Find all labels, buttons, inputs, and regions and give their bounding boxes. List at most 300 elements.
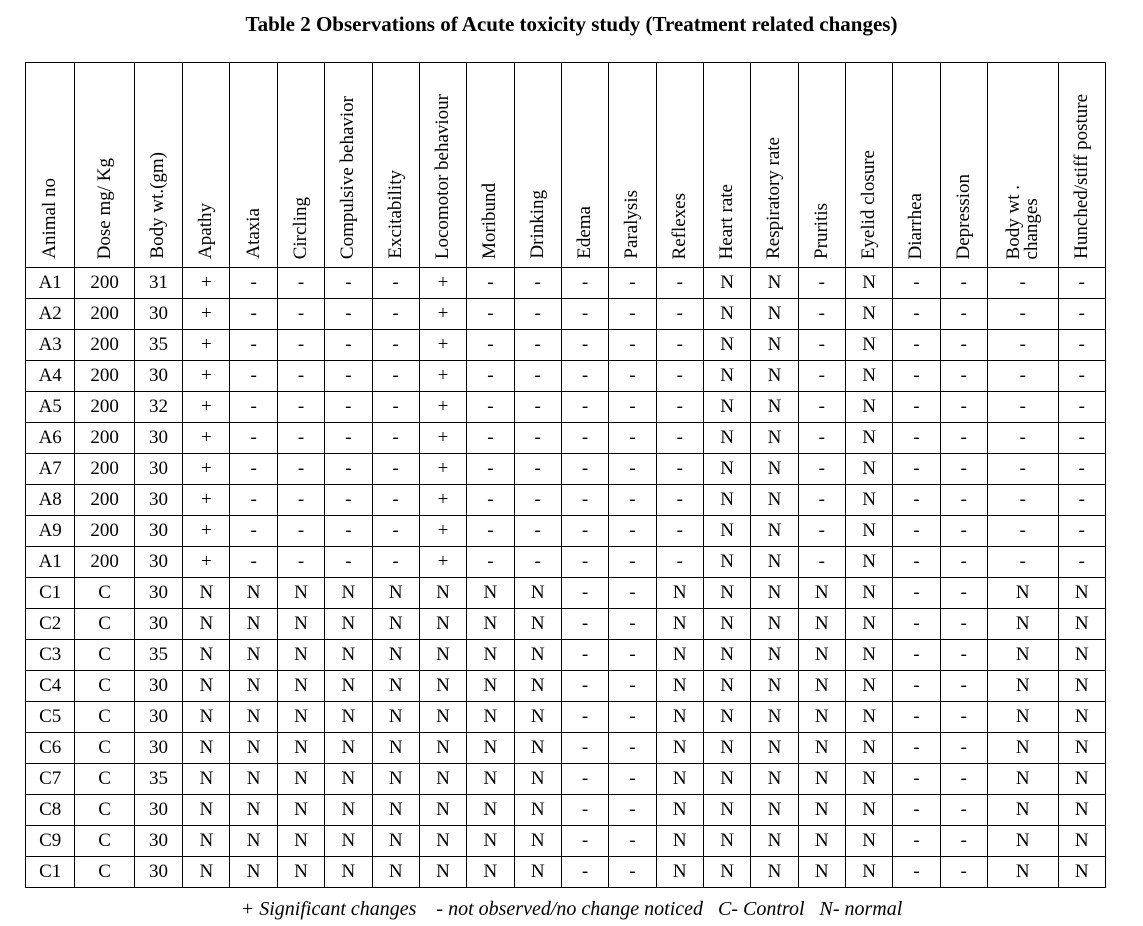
animal-id-cell: A6 — [26, 423, 75, 454]
table-cell: 32 — [134, 392, 182, 423]
table-cell: N — [277, 733, 324, 764]
table-cell: N — [372, 671, 419, 702]
table-cell: 31 — [134, 268, 182, 299]
column-header-label: Apathy — [195, 203, 217, 259]
table-cell: N — [183, 795, 230, 826]
table-cell: N — [277, 795, 324, 826]
table-cell: - — [561, 702, 608, 733]
table-cell: - — [893, 330, 940, 361]
table-cell: - — [940, 702, 987, 733]
table-cell: N — [467, 578, 514, 609]
table-cell: N — [845, 609, 892, 640]
table-cell: - — [561, 733, 608, 764]
column-header-label: Pruritis — [810, 203, 832, 259]
table-cell: - — [798, 330, 845, 361]
table-cell: + — [183, 423, 230, 454]
column-header-label: Body wt.(gm) — [147, 152, 169, 259]
table-cell: N — [751, 361, 798, 392]
table-cell: N — [798, 702, 845, 733]
table-cell: N — [277, 702, 324, 733]
table-cell: - — [893, 764, 940, 795]
table-cell: - — [514, 516, 561, 547]
table-row — [26, 795, 1106, 826]
table-cell: - — [609, 361, 656, 392]
table-cell: - — [893, 702, 940, 733]
table-row — [26, 423, 1106, 454]
table-cell: - — [230, 268, 277, 299]
table-cell: - — [467, 299, 514, 330]
table-cell: N — [845, 454, 892, 485]
table-cell: - — [1058, 361, 1106, 392]
table-cell: - — [893, 361, 940, 392]
table-cell: + — [419, 330, 466, 361]
table-cell: - — [940, 423, 987, 454]
animal-id-cell: A3 — [26, 330, 75, 361]
table-cell: - — [940, 299, 987, 330]
table-cell: N — [514, 671, 561, 702]
table-cell: - — [230, 516, 277, 547]
table-cell: - — [325, 547, 372, 578]
table-cell: - — [230, 392, 277, 423]
table-cell: - — [561, 516, 608, 547]
table-cell: - — [514, 547, 561, 578]
table-cell: N — [1058, 609, 1106, 640]
table-cell: - — [609, 330, 656, 361]
table-cell: N — [183, 826, 230, 857]
table-cell: N — [703, 733, 750, 764]
table-cell: - — [1058, 392, 1106, 423]
table-cell: 30 — [134, 516, 182, 547]
table-cell: N — [987, 671, 1058, 702]
table-cell: - — [561, 330, 608, 361]
table-cell: N — [845, 733, 892, 764]
table-cell: 200 — [75, 516, 134, 547]
table-cell: - — [798, 454, 845, 485]
table-cell: N — [230, 826, 277, 857]
table-cell: - — [656, 485, 703, 516]
table-cell: + — [419, 268, 466, 299]
table-cell: - — [893, 392, 940, 423]
table-cell: - — [230, 361, 277, 392]
animal-id-cell: A8 — [26, 485, 75, 516]
table-cell: - — [230, 485, 277, 516]
table-cell: - — [561, 485, 608, 516]
column-header — [230, 63, 277, 268]
column-header-label: Compulsive behavior — [337, 95, 359, 259]
table-cell: 200 — [75, 268, 134, 299]
table-cell: - — [609, 485, 656, 516]
table-cell: N — [845, 299, 892, 330]
table-cell: - — [609, 578, 656, 609]
table-cell: N — [325, 733, 372, 764]
table-cell: - — [561, 578, 608, 609]
table-cell: N — [703, 795, 750, 826]
table-cell: N — [845, 268, 892, 299]
table-cell: N — [845, 330, 892, 361]
table-cell: - — [467, 485, 514, 516]
column-header — [419, 63, 466, 268]
table-cell: - — [940, 485, 987, 516]
table-cell: - — [798, 268, 845, 299]
table-cell: N — [467, 857, 514, 888]
table-cell: N — [703, 423, 750, 454]
table-cell: N — [325, 826, 372, 857]
table-cell: + — [419, 423, 466, 454]
table-cell: - — [940, 516, 987, 547]
table-cell: - — [467, 423, 514, 454]
table-cell: - — [561, 826, 608, 857]
table-cell: N — [656, 826, 703, 857]
table-cell: N — [514, 764, 561, 795]
table-cell: - — [656, 547, 703, 578]
table-cell: - — [798, 361, 845, 392]
table-cell: - — [561, 423, 608, 454]
table-cell: + — [183, 361, 230, 392]
table-cell: N — [372, 640, 419, 671]
table-cell: N — [987, 795, 1058, 826]
table-cell: N — [751, 857, 798, 888]
table-cell: N — [798, 795, 845, 826]
table-cell: N — [987, 826, 1058, 857]
table-cell: N — [325, 795, 372, 826]
table-cell: + — [419, 299, 466, 330]
column-header-label: Ataxia — [242, 208, 264, 259]
table-cell: N — [798, 764, 845, 795]
table-cell: N — [703, 299, 750, 330]
table-cell: C — [75, 609, 134, 640]
table-cell: N — [419, 640, 466, 671]
table-cell: - — [893, 423, 940, 454]
table-cell: N — [703, 330, 750, 361]
table-cell: N — [987, 640, 1058, 671]
table-cell: N — [845, 640, 892, 671]
table-cell: - — [893, 826, 940, 857]
table-cell: C — [75, 857, 134, 888]
table-cell: C — [75, 826, 134, 857]
table-cell: - — [609, 733, 656, 764]
table-cell: - — [609, 857, 656, 888]
table-cell: N — [845, 423, 892, 454]
table-row — [26, 454, 1106, 485]
table-cell: N — [987, 857, 1058, 888]
column-header — [845, 63, 892, 268]
table-cell: N — [277, 640, 324, 671]
table-cell: - — [940, 547, 987, 578]
table-cell: N — [325, 609, 372, 640]
table-cell: N — [845, 392, 892, 423]
table-cell: - — [656, 299, 703, 330]
table-cell: N — [703, 640, 750, 671]
table-cell: N — [751, 640, 798, 671]
animal-id-cell: C5 — [26, 702, 75, 733]
table-cell: - — [893, 671, 940, 702]
table-cell: N — [798, 826, 845, 857]
table-cell: - — [656, 516, 703, 547]
table-cell: - — [514, 392, 561, 423]
table-cell: N — [751, 609, 798, 640]
table-cell: - — [325, 361, 372, 392]
table-cell: - — [372, 361, 419, 392]
table-cell: C — [75, 764, 134, 795]
table-cell: C — [75, 671, 134, 702]
table-cell: N — [751, 671, 798, 702]
table-cell: - — [609, 702, 656, 733]
table-cell: N — [703, 268, 750, 299]
table-cell: C — [75, 795, 134, 826]
table-cell: - — [893, 578, 940, 609]
table-cell: - — [987, 485, 1058, 516]
table-cell: N — [514, 733, 561, 764]
table-cell: + — [419, 516, 466, 547]
table-cell: - — [987, 392, 1058, 423]
table-cell: N — [277, 609, 324, 640]
table-cell: - — [798, 392, 845, 423]
table-cell: - — [467, 361, 514, 392]
table-cell: - — [325, 423, 372, 454]
table-cell: - — [609, 454, 656, 485]
table-cell: N — [703, 392, 750, 423]
table-cell: N — [467, 826, 514, 857]
table-cell: N — [183, 857, 230, 888]
table-row — [26, 764, 1106, 795]
table-cell: N — [656, 764, 703, 795]
table-cell: N — [325, 857, 372, 888]
table-cell: - — [230, 299, 277, 330]
table-cell: - — [893, 640, 940, 671]
table-row — [26, 857, 1106, 888]
table-cell: N — [467, 702, 514, 733]
table-cell: N — [703, 516, 750, 547]
table-cell: - — [467, 268, 514, 299]
table-cell: N — [183, 609, 230, 640]
table-cell: N — [277, 578, 324, 609]
table-cell: - — [987, 423, 1058, 454]
table-cell: N — [703, 485, 750, 516]
table-cell: 30 — [134, 671, 182, 702]
column-header — [134, 63, 182, 268]
table-cell: 200 — [75, 547, 134, 578]
table-cell: N — [845, 547, 892, 578]
column-header-label: Locomotor behaviour — [432, 93, 454, 259]
table-cell: - — [798, 485, 845, 516]
table-cell: N — [419, 578, 466, 609]
table-cell: N — [1058, 764, 1106, 795]
table-cell: N — [703, 826, 750, 857]
table-cell: N — [987, 609, 1058, 640]
table-cell: - — [656, 330, 703, 361]
table-cell: N — [656, 671, 703, 702]
table-cell: - — [514, 454, 561, 485]
animal-id-cell: A9 — [26, 516, 75, 547]
table-cell: - — [372, 485, 419, 516]
table-cell: - — [940, 733, 987, 764]
header-row — [26, 63, 1106, 268]
column-header — [183, 63, 230, 268]
table-cell: - — [893, 547, 940, 578]
table-cell: - — [940, 330, 987, 361]
table-cell: N — [845, 764, 892, 795]
table-cell: N — [372, 764, 419, 795]
table-cell: 200 — [75, 454, 134, 485]
table-cell: N — [1058, 702, 1106, 733]
table-cell: N — [514, 609, 561, 640]
table-cell: - — [893, 795, 940, 826]
table-cell: - — [893, 609, 940, 640]
table-cell: - — [277, 485, 324, 516]
table-cell: + — [419, 361, 466, 392]
table-cell: N — [277, 764, 324, 795]
column-header — [656, 63, 703, 268]
table-cell: N — [656, 857, 703, 888]
table-row — [26, 392, 1106, 423]
table-cell: N — [419, 857, 466, 888]
table-cell: N — [987, 702, 1058, 733]
table-row — [26, 826, 1106, 857]
table-cell: 30 — [134, 547, 182, 578]
table-cell: N — [467, 671, 514, 702]
table-cell: N — [703, 578, 750, 609]
table-cell: - — [277, 361, 324, 392]
table-cell: N — [1058, 640, 1106, 671]
table-cell: - — [987, 268, 1058, 299]
table-cell: N — [751, 268, 798, 299]
table-cell: - — [893, 516, 940, 547]
table-cell: N — [751, 454, 798, 485]
table-cell: N — [845, 671, 892, 702]
table-cell: - — [372, 547, 419, 578]
column-header — [751, 63, 798, 268]
table-cell: 30 — [134, 702, 182, 733]
table-cell: - — [514, 361, 561, 392]
table-cell: - — [372, 392, 419, 423]
column-header — [277, 63, 324, 268]
table-cell: - — [561, 795, 608, 826]
table-cell: 200 — [75, 361, 134, 392]
table-cell: N — [372, 857, 419, 888]
column-header — [325, 63, 372, 268]
animal-id-cell: C6 — [26, 733, 75, 764]
table-cell: + — [183, 299, 230, 330]
table-cell: - — [656, 423, 703, 454]
animal-id-cell: C9 — [26, 826, 75, 857]
table-cell: N — [372, 578, 419, 609]
table-cell: - — [893, 857, 940, 888]
table-cell: N — [845, 578, 892, 609]
table-cell: N — [845, 702, 892, 733]
table-cell: - — [230, 330, 277, 361]
table-cell: - — [609, 764, 656, 795]
table-cell: N — [419, 764, 466, 795]
column-header-label: Excitability — [384, 170, 406, 259]
table-title: Table 2 Observations of Acute toxicity study (Treatment related changes) — [245, 12, 898, 36]
table-cell: + — [183, 392, 230, 423]
animal-id-cell: C1 — [26, 857, 75, 888]
column-header — [940, 63, 987, 268]
table-cell: N — [514, 640, 561, 671]
column-header — [893, 63, 940, 268]
table-cell: - — [987, 516, 1058, 547]
table-cell: - — [987, 299, 1058, 330]
table-cell: N — [183, 764, 230, 795]
table-cell: N — [325, 764, 372, 795]
column-header — [1058, 63, 1106, 268]
table-cell: N — [467, 640, 514, 671]
table-cell: N — [230, 609, 277, 640]
table-cell: - — [798, 299, 845, 330]
table-cell: - — [514, 485, 561, 516]
table-cell: - — [656, 392, 703, 423]
table-row — [26, 547, 1106, 578]
table-cell: - — [940, 392, 987, 423]
table-cell: 200 — [75, 485, 134, 516]
table-cell: N — [230, 857, 277, 888]
table-cell: 30 — [134, 795, 182, 826]
table-cell: N — [751, 516, 798, 547]
table-row — [26, 330, 1106, 361]
table-cell: N — [751, 795, 798, 826]
table-cell: N — [751, 578, 798, 609]
table-cell: + — [419, 485, 466, 516]
table-row — [26, 485, 1106, 516]
table-cell: - — [609, 268, 656, 299]
table-cell: N — [372, 826, 419, 857]
animal-id-cell: C2 — [26, 609, 75, 640]
animal-id-cell: A5 — [26, 392, 75, 423]
animal-id-cell: C8 — [26, 795, 75, 826]
table-cell: - — [277, 516, 324, 547]
column-header — [26, 63, 75, 268]
table-cell: N — [1058, 578, 1106, 609]
table-cell: - — [277, 454, 324, 485]
table-cell: N — [230, 640, 277, 671]
table-cell: + — [419, 547, 466, 578]
table-cell: N — [845, 485, 892, 516]
animal-id-cell: A1 — [26, 268, 75, 299]
table-cell: N — [656, 702, 703, 733]
table-cell: + — [419, 454, 466, 485]
table-cell: - — [372, 299, 419, 330]
table-cell: + — [183, 330, 230, 361]
table-cell: N — [845, 826, 892, 857]
column-header — [703, 63, 750, 268]
table-cell: N — [230, 764, 277, 795]
table-cell: N — [372, 702, 419, 733]
table-cell: N — [230, 671, 277, 702]
table-cell: - — [514, 268, 561, 299]
table-legend: + Significant changes - not observed/no change noticed C- Control N- normal — [240, 898, 903, 920]
table-cell: N — [845, 361, 892, 392]
column-header-label: Moribund — [479, 183, 501, 259]
table-cell: N — [703, 547, 750, 578]
table-cell: - — [798, 516, 845, 547]
table-cell: N — [656, 733, 703, 764]
table-cell: N — [703, 609, 750, 640]
animal-id-cell: A1 — [26, 547, 75, 578]
table-cell: 200 — [75, 299, 134, 330]
table-cell: C — [75, 733, 134, 764]
table-cell: N — [183, 578, 230, 609]
table-cell: - — [609, 392, 656, 423]
table-cell: - — [940, 640, 987, 671]
table-cell: N — [703, 857, 750, 888]
column-header-label: Respiratory rate — [763, 137, 785, 259]
table-cell: - — [372, 330, 419, 361]
table-cell: - — [230, 547, 277, 578]
table-cell: N — [751, 547, 798, 578]
table-cell: N — [419, 702, 466, 733]
animal-id-cell: A7 — [26, 454, 75, 485]
table-cell: - — [325, 330, 372, 361]
